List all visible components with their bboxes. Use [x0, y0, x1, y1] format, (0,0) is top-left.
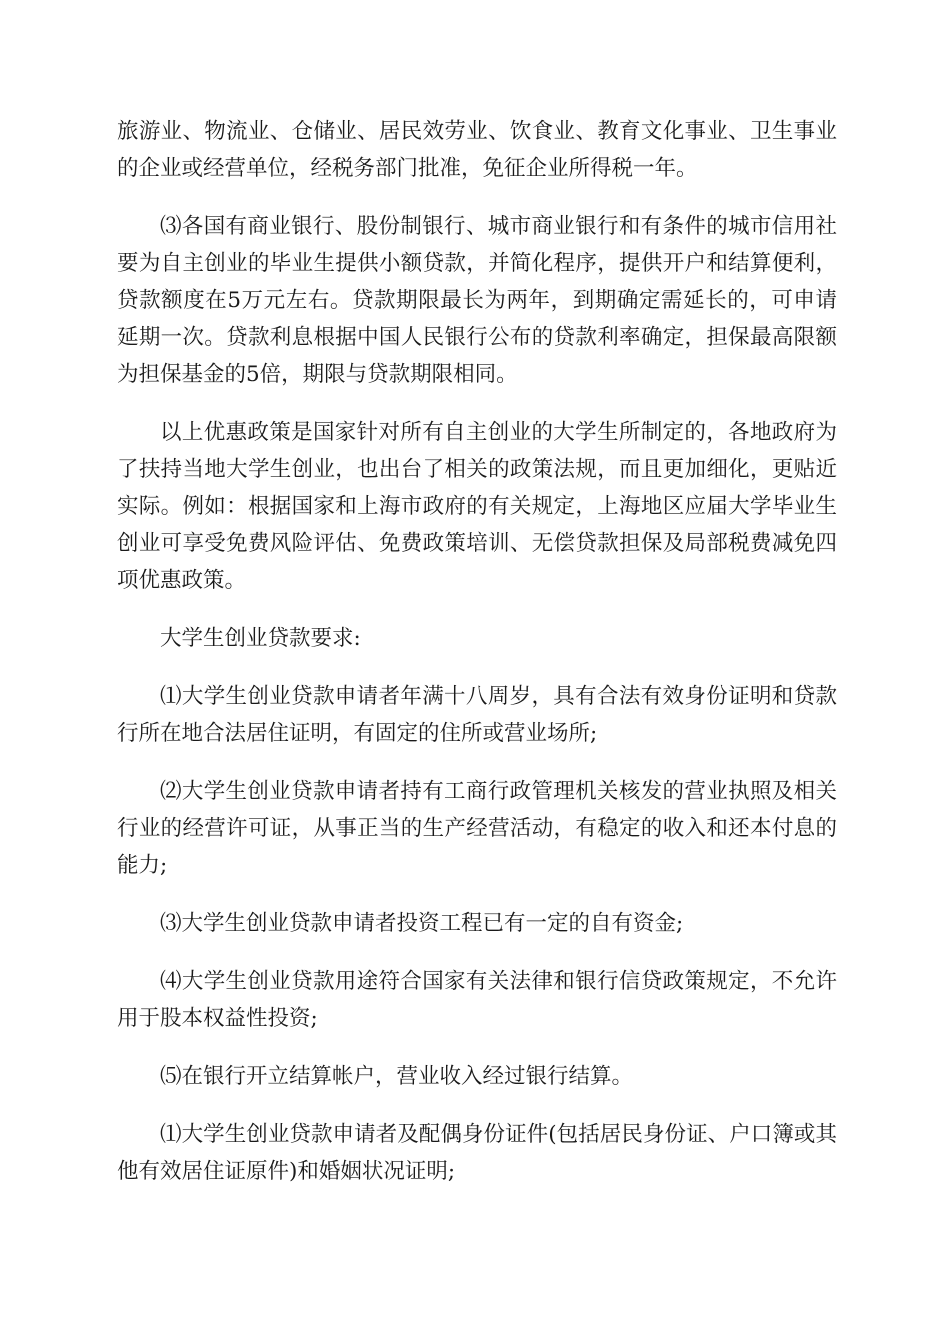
paragraph-requirement-2: ⑵大学生创业贷款申请者持有工商行政管理机关核发的营业执照及相关行业的经营许可证，从事正当的生产经营活动，有稳定的收入和还本付息的能力;	[117, 779, 837, 878]
paragraph-preferential-policies-summary: 以上优惠政策是国家针对所有自主创业的大学生所制定的，各地政府为了扶持当地大学生创业，也出台了相关的政策法规，而且更加细化，更贴近实际。例如：根据国家和上海市政府的有关规定，上海地区应届大学毕业生创业可享受免费风险评估、免费政策培训、无偿贷款担保及局部税费减免四项优惠政策。	[117, 420, 837, 593]
document-body	[117, 113, 837, 1211]
paragraph-requirement-5: ⑸在银行开立结算帐户，营业收入经过银行结算。	[160, 1064, 634, 1089]
paragraph-documents-1: ⑴大学生创业贷款申请者及配偶身份证件(包括居民身份证、户口簿或其他有效居住证原件)和婚姻状况证明;	[117, 1122, 837, 1184]
paragraph-bank-loan-policy: ⑶各国有商业银行、股份制银行、城市商业银行和有条件的城市信用社要为自主创业的毕业生提供小额贷款，并简化程序，提供开户和结算便利，贷款额度在5万元左右。贷款期限最长为两年，到期确定需延长的，可申请延期一次。贷款利息根据中国人民银行公布的贷款利率确定，担保最高限额为担保基金的5倍，期限与贷款期限相同。	[117, 214, 837, 387]
paragraph-requirement-4: ⑷大学生创业贷款用途符合国家有关法律和银行信贷政策规定，不允许用于股本权益性投资;	[117, 969, 837, 1031]
paragraph-tax-exemption-continued: 旅游业、物流业、仓储业、居民效劳业、饮食业、教育文化事业、卫生事业的企业或经营单位，经税务部门批准，免征企业所得税一年。	[117, 119, 837, 181]
paragraph-loan-requirements-heading: 大学生创业贷款要求:	[160, 626, 361, 651]
paragraph-requirement-1: ⑴大学生创业贷款申请者年满十八周岁，具有合法有效身份证明和贷款行所在地合法居住证明，有固定的住所或营业场所;	[117, 684, 837, 746]
paragraph-requirement-3: ⑶大学生创业贷款申请者投资工程已有一定的自有资金;	[160, 911, 684, 936]
